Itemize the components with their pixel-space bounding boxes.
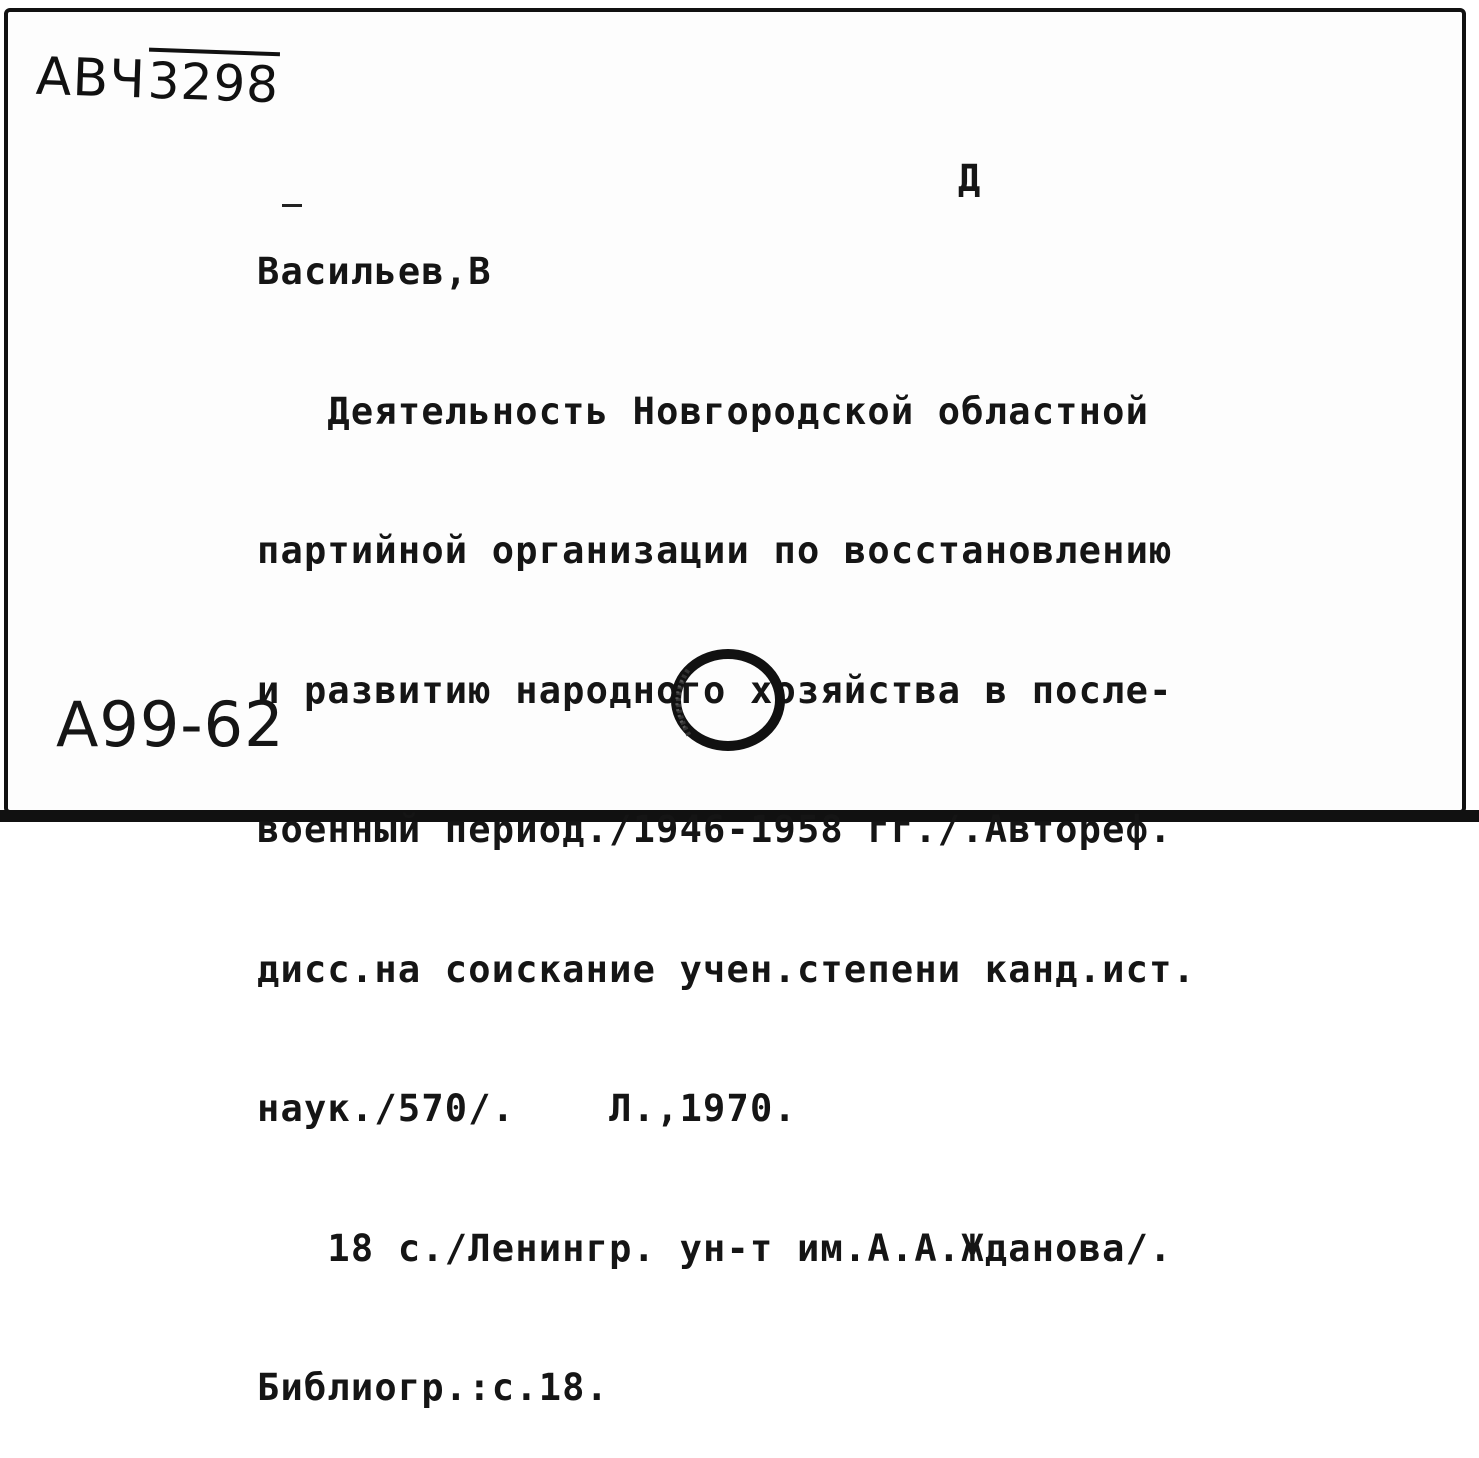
entry-line-author: Васильев,В	[257, 250, 492, 293]
entry-line-bibliography: Библиогр.:с.18.	[257, 1366, 610, 1409]
entry-line-title-5: дисс.на соискание учен.степени канд.ист.	[257, 947, 1197, 991]
shelfmark	[35, 44, 280, 115]
entry-line-title-3: и развитию народного хозяйства в после-	[257, 668, 1173, 712]
entry-line-title-1: Деятельность Новгородской областной	[257, 389, 1150, 433]
bibliographic-entry	[257, 156, 1417, 1458]
inventory-number: А99-62	[56, 688, 285, 761]
entry-line-title-2: партийной организации по восстановлению	[257, 529, 1173, 572]
shelfmark-prefix: АВЧ	[34, 46, 147, 111]
entry-line-collation: 18 с./Ленингр. ун-т им.А.А.Жданова/.	[257, 1226, 1173, 1270]
circle-stamp-icon	[660, 645, 790, 755]
entry-line-imprint: наук./570/. Л.,1970.	[257, 1087, 797, 1130]
shelfmark-number: 3298	[147, 48, 280, 111]
author-letter: Д	[958, 157, 981, 200]
entry-line-title-4: военный период./1946-1958 гг./.Автореф.	[257, 808, 1173, 851]
